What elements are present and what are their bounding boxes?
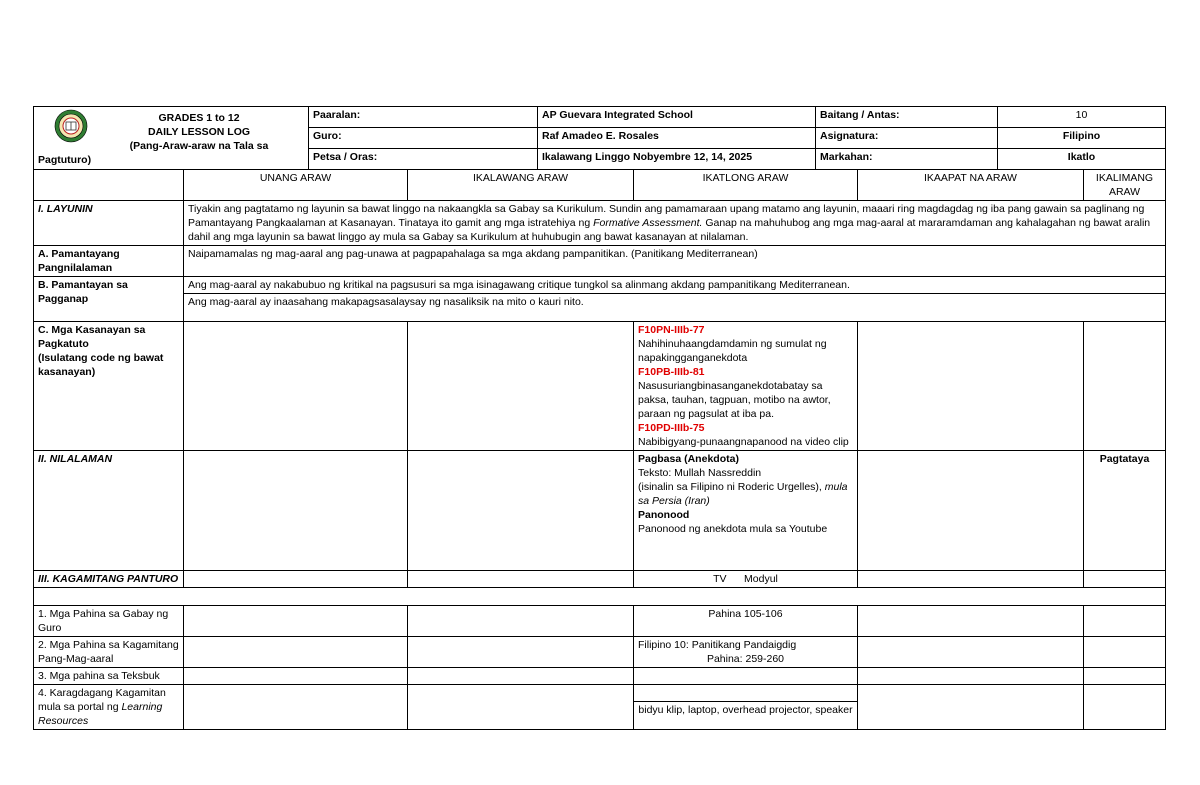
- teksbuk-day1: [184, 668, 408, 685]
- karagdagang-day1: [184, 685, 408, 730]
- gabay-guro-day3: Pahina 105-106: [634, 606, 858, 637]
- kasanayan-day3: [634, 322, 858, 451]
- guro-value: Raf Amadeo E. Rosales: [538, 128, 816, 149]
- kagamitan-label: III. KAGAMITANG PANTURO: [34, 571, 184, 588]
- competency-code-3: F10PD-IIIb-75: [638, 422, 705, 434]
- document-title: GRADES 1 to 12 DAILY LESSON LOG (Pang-Araw-araw na Tala sa: [129, 112, 269, 152]
- kagamitang-mag-aaral-day4: [858, 637, 1084, 668]
- markahan-value: Ikatlo: [998, 149, 1166, 170]
- kagamitan-day5: [1084, 571, 1166, 588]
- day-header-2: IKALAWANG ARAW: [408, 170, 634, 201]
- karagdagang-day3: bidyu klip, laptop, overhead projector, speaker: [634, 702, 858, 730]
- gabay-guro-day1: [184, 606, 408, 637]
- paaralan-label: Paaralan:: [309, 107, 538, 128]
- asignatura-value: Filipino: [998, 128, 1166, 149]
- baitang-label: Baitang / Antas:: [816, 107, 998, 128]
- day-header-3: IKATLONG ARAW: [634, 170, 858, 201]
- nilalaman-label: II. NILALAMAN: [34, 451, 184, 571]
- kasanayan-label: C. Mga Kasanayan sa Pagkatuto (Isulatang code ng bawat kasanayan): [34, 322, 184, 451]
- layunin-label: I. LAYUNIN: [34, 201, 184, 246]
- competency-desc-2: Nasusuriangbinasanganekdotabatay sa paksa, tauhan, tagpuan, motibo na awtor, paraan ng pagsulat at iba pa.: [638, 380, 831, 420]
- nilalaman-day1: [184, 451, 408, 571]
- header-table: [33, 106, 1166, 170]
- document-title-end: Pagtuturo): [38, 154, 92, 166]
- layunin-text: Tiyakin ang pagtatamo ng layunin sa bawat linggo na nakaangkla sa Gabay sa Kurikulum. Sundin ang pamamaraan upang matamo ang layunin, maaari ring magdagdag ng iba pang gawain sa paglinang ng Pamantayang Pangkaalaman at Kasanayan. Tinataya ito gamit ang mga istratehiya ng Formative Assessment. Ganap na mahuhubog ang mga mag-aaral at mararamdaman ang kahalagahan ng bawat aralin dahil ang mga layunin sa bawat linggo ay mula sa Gabay sa Kurikulum at huhubugin ang bawat kasanayan at nilalaman.: [184, 201, 1166, 246]
- teksbuk-label: 3. Mga pahina sa Teksbuk: [34, 668, 184, 685]
- teksbuk-day3: [634, 668, 858, 685]
- pamantayan-pagganap-text-2: Ang mag-aaral ay inaasahang makapagsasalaysay ng nasaliksik na mito o kauri nito.: [184, 294, 1166, 322]
- kagamitang-mag-aaral-day5: [1084, 637, 1166, 668]
- kagamitan-day4: [858, 571, 1084, 588]
- nilalaman-day5: Pagtataya: [1084, 451, 1166, 571]
- kasanayan-day1: [184, 322, 408, 451]
- pamantayan-pagganap-label: B. Pamantayan sa Pagganap: [34, 277, 184, 322]
- markahan-label: Markahan:: [816, 149, 998, 170]
- kagamitan-day1: [184, 571, 408, 588]
- karagdagang-day4: [858, 685, 1084, 730]
- day-header-1: UNANG ARAW: [184, 170, 408, 201]
- gabay-guro-label: 1. Mga Pahina sa Gabay ng Guro: [34, 606, 184, 637]
- competency-desc-3: Nabibigyang-punaangnapanood na video clip: [638, 436, 849, 448]
- pamantayan-pagganap-text-1: Ang mag-aaral ay nakabubuo ng kritikal na pagsusuri sa mga isinagawang critique tungkol sa alinmang akdang pampanitikang Mediterranean.: [184, 277, 1166, 294]
- kagamitan-day2: [408, 571, 634, 588]
- pamantayang-pangnilalaman-label: A. Pamantayang Pangnilalaman: [34, 246, 184, 277]
- guro-label: Guro:: [309, 128, 538, 149]
- deped-seal-icon: [54, 109, 88, 143]
- kagamitang-mag-aaral-day2: [408, 637, 634, 668]
- day-header-4: IKAAPAT NA ARAW: [858, 170, 1084, 201]
- karagdagang-kagamitan-label: 4. Karagdagang Kagamitan mula sa portal ng Learning Resources: [34, 685, 184, 730]
- gabay-guro-day5: [1084, 606, 1166, 637]
- teksbuk-day2: [408, 668, 634, 685]
- nilalaman-day2: [408, 451, 634, 571]
- competency-code-1: F10PN-IIIb-77: [638, 324, 705, 336]
- kasanayan-day5: [1084, 322, 1166, 451]
- competency-code-2: F10PB-IIIb-81: [638, 366, 705, 378]
- blank-corner: [34, 170, 184, 201]
- competency-desc-1: Nahihinuhaangdamdamin ng sumulat ng napakingganganekdota: [638, 338, 827, 364]
- karagdagang-day3-top: [634, 685, 858, 702]
- deped-header-cell: [34, 107, 309, 170]
- kasanayan-day4: [858, 322, 1084, 451]
- kagamitang-mag-aaral-label: 2. Mga Pahina sa Kagamitang Pang-Mag-aaral: [34, 637, 184, 668]
- gabay-guro-day2: [408, 606, 634, 637]
- teksbuk-day5: [1084, 668, 1166, 685]
- petsa-label: Petsa / Oras:: [309, 149, 538, 170]
- petsa-value: Ikalawang Linggo Nobyembre 12, 14, 2025: [538, 149, 816, 170]
- day-header-5: IKALIMANG ARAW: [1084, 170, 1166, 201]
- teksbuk-day4: [858, 668, 1084, 685]
- spacer-row: [34, 588, 1166, 606]
- karagdagang-day2: [408, 685, 634, 730]
- nilalaman-day3: Pagbasa (Anekdota) Teksto: Mullah Nassreddin (isinalin sa Filipino ni Roderic Urgelles), mula sa Persia (Iran) Panonood Panonood ng anekdota mula sa Youtube: [634, 451, 858, 571]
- lesson-table: [33, 169, 1166, 730]
- karagdagang-day5: [1084, 685, 1166, 730]
- paaralan-value: AP Guevara Integrated School: [538, 107, 816, 128]
- baitang-value: 10: [998, 107, 1166, 128]
- nilalaman-day4: [858, 451, 1084, 571]
- daily-lesson-log: [33, 106, 1165, 730]
- pamantayang-pangnilalaman-text: Naipamamalas ng mag-aaral ang pag-unawa at pagpapahalaga sa mga akdang pampanitikan. (Panitikang Mediterranean): [184, 246, 1166, 277]
- kagamitang-mag-aaral-day1: [184, 637, 408, 668]
- kasanayan-day2: [408, 322, 634, 451]
- asignatura-label: Asignatura:: [816, 128, 998, 149]
- kagamitang-mag-aaral-day3: Filipino 10: Panitikang Pandaigdig Pahina: 259-260: [634, 637, 858, 668]
- gabay-guro-day4: [858, 606, 1084, 637]
- kagamitan-day3: TV Modyul: [634, 571, 858, 588]
